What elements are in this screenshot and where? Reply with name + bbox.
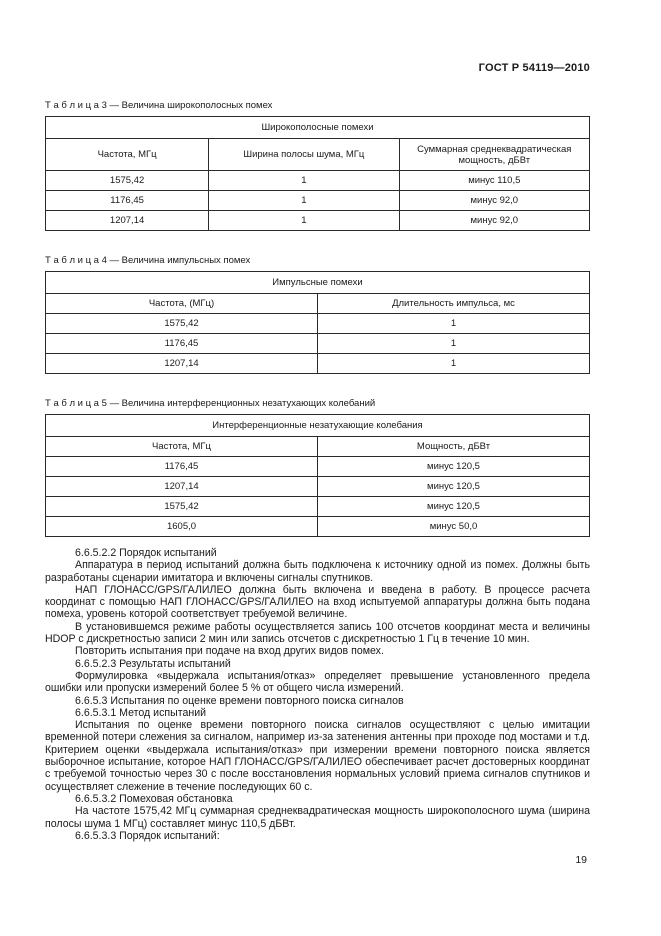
table3-col-bandwidth: Ширина полосы шума, МГц (209, 139, 399, 171)
table3-col-frequency: Частота, МГц (46, 139, 209, 171)
table4-pulse-interference (45, 271, 590, 374)
table-row (46, 334, 590, 354)
table4-col-frequency: Частота, (МГц) (46, 294, 318, 314)
paragraph: Формулировка «выдержала испытания/отказ» определяет превышение установленного предела ошибки или пропуски измерений более 5 % от общего числа измерений. (45, 669, 590, 695)
table-cell: 1575,42 (46, 171, 209, 191)
table-cell: минус 120,5 (318, 457, 590, 477)
table4-col-duration: Длительность импульса, мс (318, 294, 590, 314)
table-cell: минус 120,5 (318, 497, 590, 517)
table-cell: минус 92,0 (399, 191, 589, 211)
table-row (46, 211, 590, 231)
section-heading: 6.6.5.2.3 Результаты испытаний (75, 657, 231, 670)
doc-number: ГОСТ Р 54119—2010 (478, 62, 590, 74)
table-cell: 1 (209, 171, 399, 191)
table-cell: 1 (318, 314, 590, 334)
section-heading: 6.6.5.3.2 Помеховая обстановка (75, 792, 233, 805)
paragraph: Аппаратура в период испытаний должна быть подключена к источнику одной из помех. Должны быть разработаны сценарии имитатора и включены сигналы спутников. (45, 559, 590, 584)
section-heading: 6.6.5.3.1 Метод испытаний (75, 706, 207, 719)
table-cell: 1176,45 (46, 191, 209, 211)
section-heading: 6.6.5.3 Испытания по оценке времени повторного поиска сигналов (75, 694, 404, 707)
table-cell: минус 110,5 (399, 171, 589, 191)
table-cell: 1575,42 (46, 497, 318, 517)
table5-col-power: Мощность, дБВт (318, 437, 590, 457)
table-row (46, 477, 590, 497)
table-cell: 1605,0 (46, 517, 318, 537)
table-row (46, 497, 590, 517)
table-row (46, 517, 590, 537)
table5-title: Интерференционные незатухающие колебания (46, 415, 590, 437)
table-row (46, 457, 590, 477)
paragraph: НАП ГЛОНАСС/GPS/ГАЛИЛЕО должна быть включена и введена в работу. В процессе расчета координат с помощью НАП ГЛОНАСС/GPS/ГАЛИЛЕО на вход испытуемой аппаратуры должна быть подана помеха, уровень которой соответствует требуемой величине. (45, 583, 590, 621)
table3-wideband-interference (45, 116, 590, 231)
table5-col-frequency: Частота, МГц (46, 437, 318, 457)
table-cell: 1 (209, 191, 399, 211)
page-number: 19 (575, 854, 587, 866)
table3-caption: Т а б л и ц а 3 — Величина широкополосных помех (45, 100, 273, 111)
table-row (46, 314, 590, 334)
table-cell: 1575,42 (46, 314, 318, 334)
table4-caption: Т а б л и ц а 4 — Величина импульсных помех (45, 255, 251, 266)
section-heading: 6.6.5.2.2 Порядок испытаний (75, 547, 217, 559)
table-cell: минус 120,5 (318, 477, 590, 497)
table4-title: Импульсные помехи (46, 272, 590, 294)
table-cell: 1207,14 (46, 354, 318, 374)
section-heading: 6.6.5.3.3 Порядок испытаний: (75, 829, 220, 842)
table-row (46, 354, 590, 374)
table5-cw-interference (45, 414, 590, 537)
paragraph: Повторить испытания при подаче на вход других видов помех. (75, 645, 384, 658)
table-cell: 1207,14 (46, 211, 209, 231)
paragraph: В установившемся режиме работы осуществляется запись 100 отсчетов координат места и величины HDOP с дискретностью записи 2 мин или запись отсчетов с дискретностью 1 Гц в течение 10 мин. (45, 620, 590, 646)
table5-caption: Т а б л и ц а 5 — Величина интерференционных незатухающих колебаний (45, 398, 376, 409)
table-cell: 1 (318, 354, 590, 374)
table-cell: минус 50,0 (318, 517, 590, 537)
body-text (45, 547, 590, 842)
table-cell: минус 92,0 (399, 211, 589, 231)
table-cell: 1207,14 (46, 477, 318, 497)
table-cell: 1 (318, 334, 590, 354)
table-cell: 1176,45 (46, 457, 318, 477)
table3-title: Широкополосные помехи (46, 117, 590, 139)
paragraph: Испытания по оценке времени повторного поиска сигналов осуществляют с целью имитации временной потери слежения за сигналом, например из-за затенения антенны при проходе под мостами и т.д. Критерием оценки «выдержала испытания/отказ» при измерении времени повторного поиска является выборочное испытание, которое НАП ГЛОНАСС/GPS/ГАЛИЛЕО обеспечивает расчет достоверных координат с требуемой точностью через 30 с после восстановления нормальных условий приема сигналов спутников и осуществляет слежение в течение последующих 60 с. (45, 719, 590, 793)
paragraph: На частоте 1575,42 МГц суммарная среднеквадратическая мощность широкополосного шума (ширина полосы шума 1 МГц) составляет минус 110,5 дБВт. (45, 805, 590, 830)
table-cell: 1 (209, 211, 399, 231)
table-row (46, 171, 590, 191)
table3-col-power: Суммарная среднеквадратическая мощность, дБВт (399, 139, 589, 171)
table-row (46, 191, 590, 211)
table-cell: 1176,45 (46, 334, 318, 354)
